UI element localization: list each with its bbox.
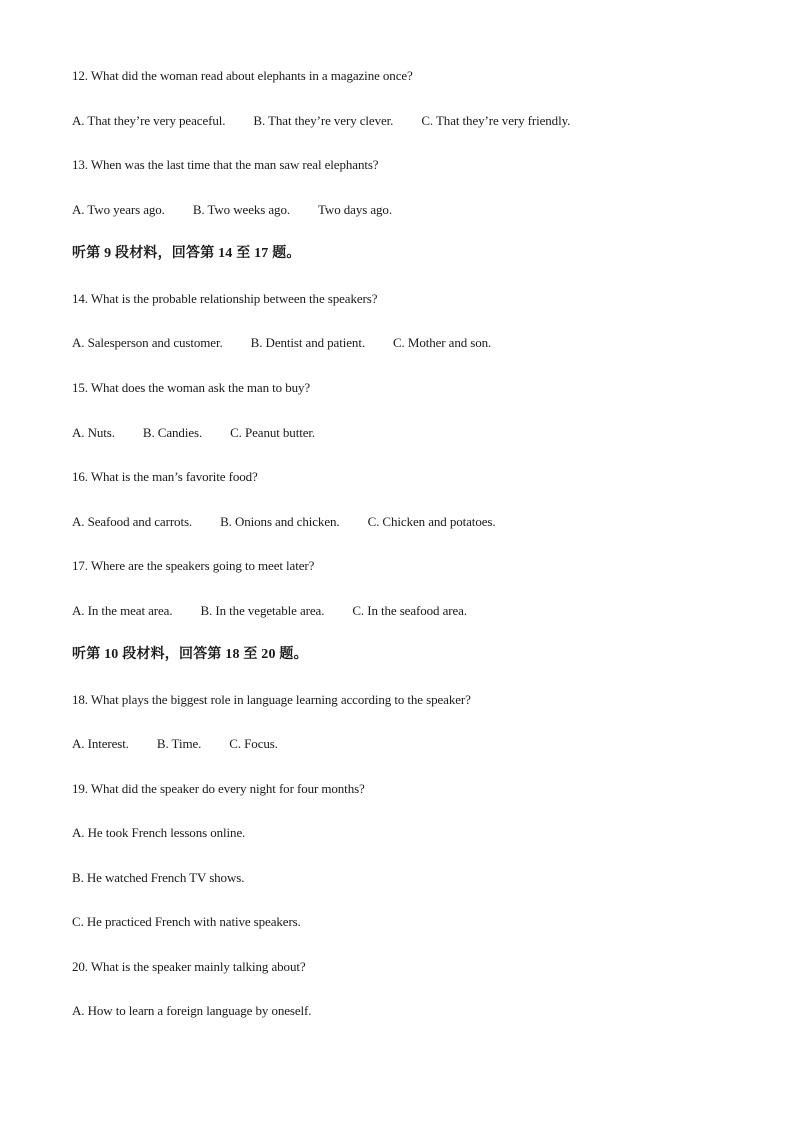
- question-17: 17. Where are the speakers going to meet later?: [72, 558, 315, 573]
- option-a: A. Two years ago.: [72, 202, 165, 217]
- option-a: A. Seafood and carrots.: [72, 514, 193, 529]
- option-a: A. Salesperson and customer.: [72, 335, 223, 350]
- option-c: Two days ago.: [318, 202, 392, 217]
- question-15: 15. What does the woman ask the man to buy?: [72, 380, 311, 395]
- option-19-a: A. He took French lessons online.: [72, 825, 246, 840]
- option-b: B. Dentist and patient.: [250, 335, 365, 350]
- option-a: A. That they’re very peaceful.: [72, 113, 226, 128]
- options-row-18: [72, 736, 278, 752]
- question-13: 13. When was the last time that the man saw real elephants?: [72, 157, 379, 172]
- option-20-a: A. How to learn a foreign language by oneself.: [72, 1003, 312, 1018]
- question-19: 19. What did the speaker do every night for four months?: [72, 781, 365, 796]
- option-a: A. Interest.: [72, 736, 129, 751]
- option-a: A. In the meat area.: [72, 603, 173, 618]
- options-row-17: [72, 603, 467, 619]
- question-18: 18. What plays the biggest role in language learning according to the speaker?: [72, 692, 471, 707]
- option-b: B. Two weeks ago.: [192, 202, 290, 217]
- options-row-16: [72, 514, 496, 530]
- option-19-b: B. He watched French TV shows.: [72, 870, 245, 885]
- option-c: C. In the seafood area.: [352, 603, 467, 618]
- option-b: B. Onions and chicken.: [220, 514, 340, 529]
- option-b: B. That they’re very clever.: [253, 113, 394, 128]
- option-c: C. That they’re very friendly.: [421, 113, 571, 128]
- section-heading-10: 听第 10 段材料，回答第 18 至 20 题。: [72, 647, 308, 662]
- question-20: 20. What is the speaker mainly talking about?: [72, 959, 306, 974]
- option-c: C. Mother and son.: [392, 335, 492, 350]
- options-row-12: [72, 113, 570, 129]
- option-a: A. Nuts.: [72, 425, 115, 440]
- option-c: C. Peanut butter.: [230, 425, 316, 440]
- question-16: 16. What is the man’s favorite food?: [72, 469, 258, 484]
- section-heading-9: 听第 9 段材料，回答第 14 至 17 题。: [72, 246, 301, 261]
- options-row-13: [72, 202, 392, 218]
- option-b: B. Time.: [156, 736, 202, 751]
- option-19-c: C. He practiced French with native speakers.: [72, 914, 301, 929]
- option-c: C. Chicken and potatoes.: [367, 514, 496, 529]
- option-b: B. Candies.: [142, 425, 203, 440]
- question-12: 12. What did the woman read about elephants in a magazine once?: [72, 68, 413, 83]
- question-14: 14. What is the probable relationship between the speakers?: [72, 291, 378, 306]
- options-row-15: [72, 425, 315, 441]
- option-b: B. In the vegetable area.: [200, 603, 325, 618]
- option-c: C. Focus.: [229, 736, 278, 751]
- options-row-14: [72, 335, 491, 351]
